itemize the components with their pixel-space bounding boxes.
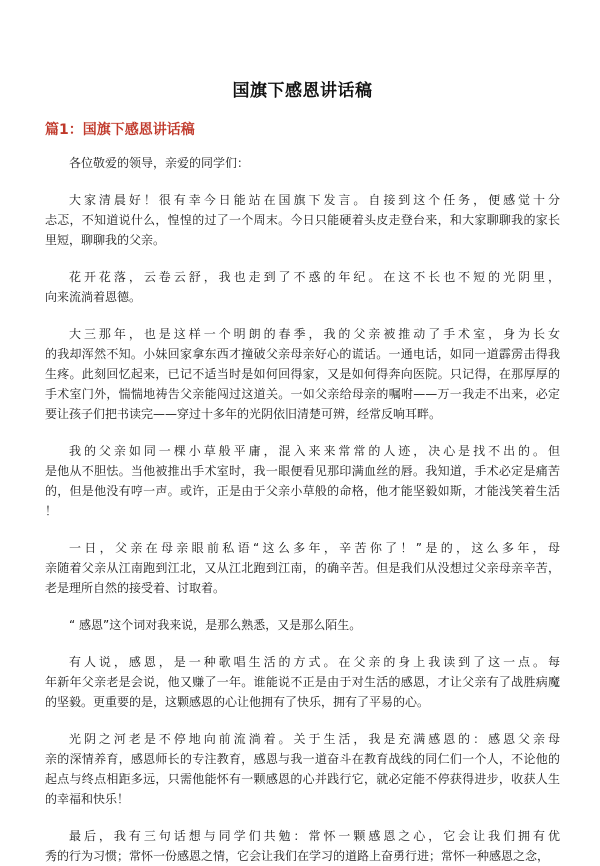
paragraph-line: 各位敬爱的领导，亲爱的同学们： [69,156,250,170]
paragraph-line: 一日，父亲在母亲眼前私语“这么多年，辛苦你了！”是的，这么多年，母 [69,541,560,555]
paragraph-line: 向来流淌着恩德。 [45,290,142,304]
paragraph [45,652,560,712]
paragraph-line: 起点与终点相距多远，只需他能怀有一颗感恩的心并践行它，就必定能不停获得进步，收获人生 [45,772,560,786]
section-heading: 篇1：国旗下感恩讲话稿 [45,122,195,138]
paragraph-line: ！ [45,504,58,518]
paragraph-line: 最后，我有三句话想与同学们共勉：常怀一颗感恩之心，它会让我们拥有优 [69,829,560,843]
paragraph-line: 的坚毅。更重要的是，这颗感恩的心让他拥有了快乐，拥有了平易的心。 [45,695,430,709]
paragraph-line: 大三那年，也是这样一个明朗的春季，我的父亲被推动了手术室，身为长女 [69,327,560,341]
paragraph [45,538,560,598]
paragraph-line: 生疼。此刻回忆起来，已记不适当时是如何回得家，又是如何得奔向医院。只记得，在那厚厚的 [45,367,560,381]
paragraph-line: 手术室门外，惴惴地祷告父亲能闯过这道关。一如父亲给母亲的嘱咐——万一我走不出来，必定 [45,387,560,401]
paragraph-line: 花开花落，云卷云舒，我也走到了不惑的年纪。在这不长也不短的光阴里， [69,270,560,284]
paragraph-line: 光阴之河老是不停地向前流淌着。关于生活，我是充满感恩的：感恩父亲母 [69,732,560,746]
paragraph [45,190,560,250]
paragraph-line: 忐忑，不知道说什么，惶惶的过了一个周末。今日只能硬着头皮走登台来，和大家聊聊我的家长 [45,213,560,227]
paragraph-line: 年新年父亲老是会说，他又赚了一年。谁能说不正是由于对生活的感恩，才让父亲有了战胜病魔 [45,675,560,689]
paragraph-line: 大家清晨好！很有幸今日能站在国旗下发言。自接到这个任务，便感觉十分 [69,193,560,207]
paragraph-line: 要让孩子们把书读完——穿过十多年的光阴依旧清楚可辨，经常反响耳畔。 [45,407,442,421]
paragraph-line: 我的父亲如同一棵小草般平庸，混入来来常常的人迹，决心是找不出的。但 [69,444,560,458]
paragraph-line: 亲的深情养育，感恩师长的专注教育，感恩与我一道奋斗在教育战线的同仁们一个人，不论他的 [45,752,560,766]
paragraph [45,441,560,521]
document-title: 国旗下感恩讲话稿 [232,81,373,101]
paragraph-line: 是他从不胆怯。当他被推出手术室时，我一眼便看见那印满血丝的唇。我知道，手术必定是痛苦 [45,464,560,478]
paragraph-line: 老是理所自然的接受着、讨取着。 [45,581,226,595]
paragraph-line: 里短，聊聊我的父亲。 [45,233,166,247]
document-body [45,153,560,866]
paragraph-line: 的我却浑然不知。小妹回家拿东西才撞破父亲母亲好心的谎话。一通电话，如同一道霹雳击得我 [45,347,560,361]
paragraph [45,267,560,307]
paragraph [45,153,560,173]
paragraph-line: 的幸福和快乐！ [45,792,130,806]
paragraph [45,826,560,866]
paragraph-line: 秀的行为习惯；常怀一份感恩之情，它会让我们在学习的道路上奋勇行进；常怀一种感恩之念， [45,849,550,863]
paragraph-line: 亲随着父亲从江南跑到江北，又从江北跑到江南，的确辛苦。但是我们从没想过父亲母亲辛苦， [45,561,560,575]
paragraph [45,324,560,424]
paragraph-line: “ 感恩”这个词对我来说，是那么熟悉，又是那么陌生。 [69,618,362,632]
paragraph [45,615,560,635]
paragraph-line: 有人说，感恩，是一种歌唱生活的方式。在父亲的身上我读到了这一点。每 [69,655,560,669]
paragraph [45,729,560,809]
paragraph-line: 的，但是他没有哼一声。或许，正是由于父亲小草般的命格，他才能坚毅如斯，才能浅笑着生活 [45,484,560,498]
